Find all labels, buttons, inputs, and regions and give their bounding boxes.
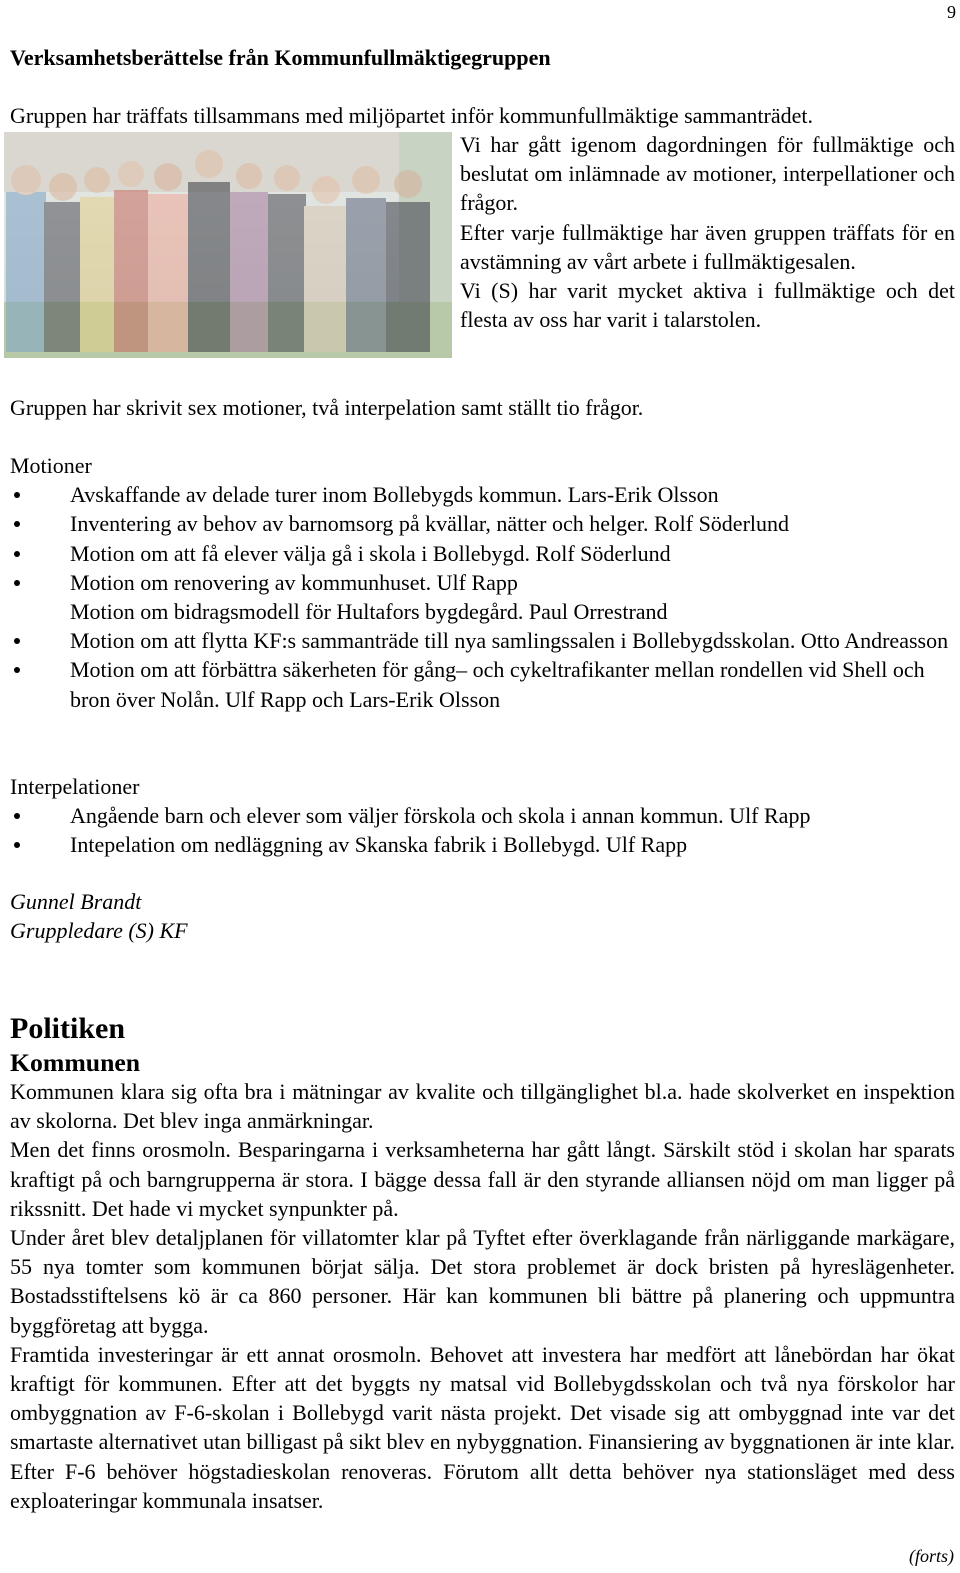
- section-title: Verksamhetsberättelse från Kommunfullmäktigegruppen: [10, 45, 551, 70]
- interpelationer-list: [10, 801, 955, 859]
- list-item-text: Inventering av behov av barnomsorg på kvällar, nätter och helger. Rolf Söderlund: [70, 511, 790, 537]
- signature: [10, 887, 955, 945]
- page-number: 9: [947, 2, 956, 22]
- signature-name: Gunnel Brandt: [10, 889, 142, 914]
- list-item-text: Avskaffande av delade turer inom Bollebygds kommun. Lars-Erik Olsson: [70, 482, 719, 508]
- paragraph: Kommunen klara sig ofta bra i mätningar av kvalite och tillgänglighet bl.a. hade skolverket en inspektion av skolorna. Det blev inga anmärkningar.: [10, 1079, 955, 1134]
- intro-text: Gruppen har träffats tillsammans med miljöpartet inför kommunfullmäktige sammanträdet.: [10, 103, 813, 128]
- politiken-body: [10, 1077, 955, 1515]
- list-item: [10, 655, 955, 713]
- list-item: [10, 480, 955, 509]
- list-item-text: Intepelation om nedläggning av Skanska fabrik i Bollebygd. Ulf Rapp: [70, 832, 688, 858]
- list-item: [10, 597, 955, 626]
- list-item-text: Motion om bidragsmodell för Hultafors bygdegård. Paul Orrestrand: [70, 599, 668, 625]
- bullet-icon: [14, 638, 20, 644]
- list-item: [10, 539, 955, 568]
- motioner-list: [10, 480, 955, 714]
- list-item-text: Motion om att få elever välja gå i skola i Bollebygd. Rolf Söderlund: [70, 540, 671, 566]
- bullet-icon: [14, 667, 20, 673]
- list-item-text: Motion om att flytta KF:s sammanträde till nya samlingssalen i Bollebygdsskolan. Otto Andreasson: [70, 628, 949, 654]
- list-item: [10, 509, 955, 538]
- list-item: [10, 626, 955, 655]
- list-item: [10, 568, 955, 597]
- interpelationer-section: [10, 772, 955, 860]
- bullet-icon: [14, 580, 20, 586]
- bullet-icon: [14, 551, 20, 557]
- bullet-icon: [14, 842, 20, 848]
- interpelationer-heading: Interpelationer: [10, 774, 140, 799]
- paragraph: Vi har gått igenom dagordningen för fullmäktige och beslutat om inlämnade av motioner, interpellationer och frågor.: [460, 132, 955, 216]
- bullet-icon: [14, 813, 20, 819]
- group-photo-image: [4, 132, 452, 358]
- signature-role: Gruppledare (S) KF: [10, 918, 188, 944]
- paragraph: Efter varje fullmäktige har även gruppen träffats för en avstämning av vårt arbete i fullmäktigesalen.: [460, 219, 955, 274]
- motioner-heading: Motioner: [10, 453, 92, 478]
- kommunen-subheading: Kommunen: [10, 1048, 141, 1077]
- summary-text: Gruppen har skrivit sex motioner, två interpelation samt ställt tio frågor.: [10, 395, 644, 420]
- group-photo: [4, 132, 452, 358]
- continued-note: (forts): [909, 1546, 954, 1566]
- list-item-text: Motion om renovering av kommunhuset. Ulf Rapp: [70, 569, 518, 595]
- list-item: [10, 830, 955, 859]
- list-item: [10, 801, 955, 830]
- paragraph: Framtida investeringar är ett annat orosmoln. Behovet att investera har medfört att lånebördan har ökat kraftigt för kommunen. Efter att det byggts ny matsal vid Bollebygdsskolan och två nya förskolor har ombyggnation av F-6-skolan i Bollebygd varit nästa projekt. Det visade sig att ombyggnad inte var det smartaste alternativet utan billigast på sikt blev en nybyggnation. Finansiering av byggnationen är inte klar. Efter F-6 behöver högstadieskolan renoveras. Förutom allt detta behöver nya stationsläget med dess exploateringar kommunala insatser.: [10, 1341, 955, 1513]
- motioner-section: [10, 451, 955, 714]
- paragraph: Men det finns orosmoln. Besparingarna i verksamheterna har gått långt. Särskilt stöd i skolan har sparats kraftigt på och barngrupperna är stora. I bägge dessa fall är den styrande alliansen nöjd om man ligger på rikssnitt. Det hade vi mycket synpunkter på.: [10, 1137, 955, 1221]
- list-item-text: Motion om att förbättra säkerheten för gång– och cykeltrafikanter mellan rondellen vid Shell och bron över Nolån. Ulf Rapp och Lars-Erik Olsson: [70, 657, 925, 712]
- list-item-text: Angående barn och elever som väljer förskola och skola i annan kommun. Ulf Rapp: [70, 803, 811, 829]
- bullet-icon: [14, 521, 20, 527]
- bullet-icon: [14, 492, 20, 498]
- paragraph: Vi (S) har varit mycket aktiva i fullmäktige och det flesta av oss har varit i talarstolen.: [460, 278, 955, 333]
- photo-side-text: [460, 130, 955, 334]
- paragraph: Under året blev detaljplanen för villatomter klar på Tyftet efter överklagande från närliggande markägare, 55 nya tomter som kommunen börjat sälja. Det stora problemet är dock bristen på hyreslägenheter. Bostadsstiftelsens kö är ca 860 personer. Här kan kommunen bli bättre på planering och uppmuntra byggföretag att bygga.: [10, 1225, 955, 1338]
- politiken-title: Politiken: [10, 1012, 126, 1045]
